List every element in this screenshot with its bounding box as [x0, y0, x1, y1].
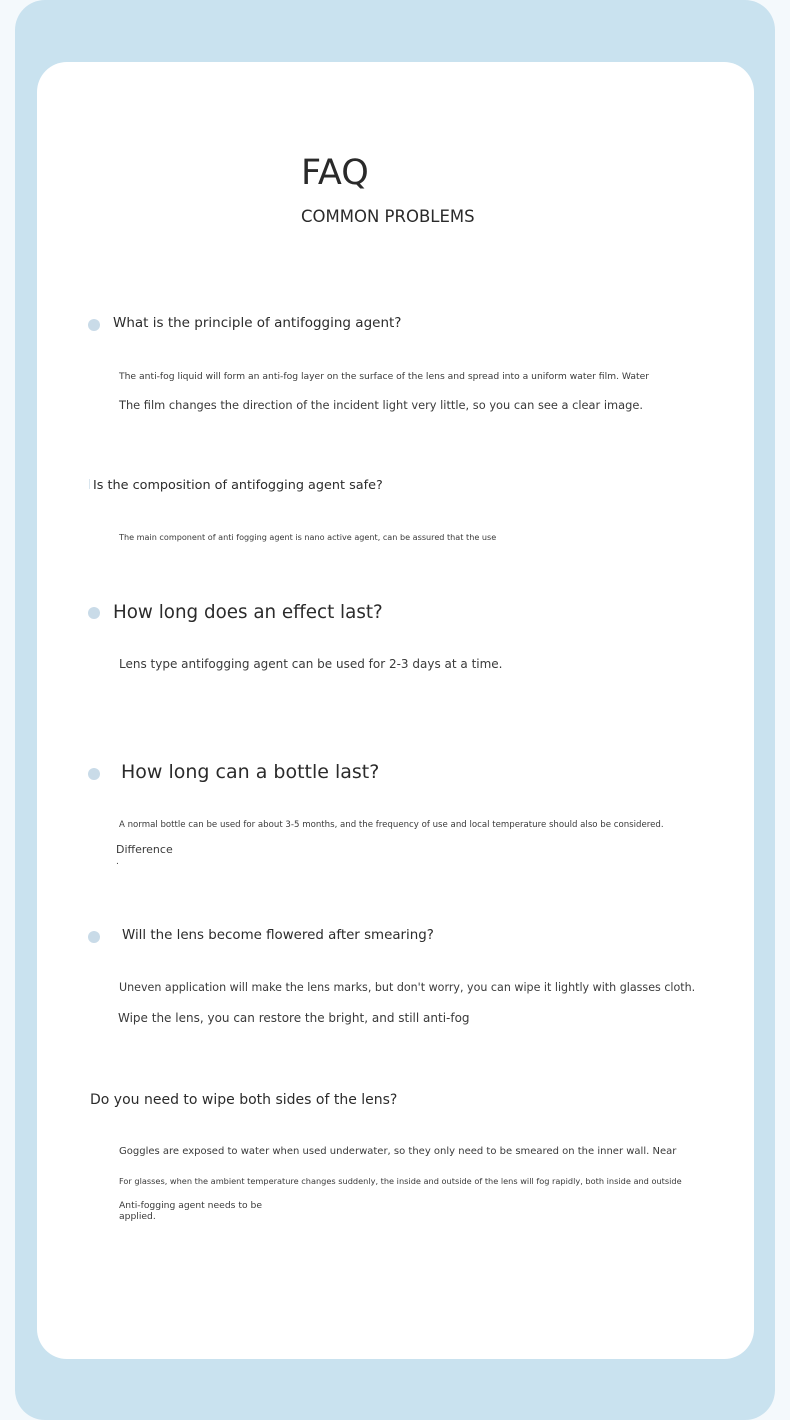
faq-2-question: Is the composition of antifogging agent safe?: [93, 478, 383, 493]
faq-2-marker: [89, 479, 90, 489]
faq-6-answer-line-3: Anti-fogging agent needs to be: [119, 1200, 262, 1211]
faq-4-answer-line-1: A normal bottle can be used for about 3-5 months, and the frequency of use and local temperature should also be considered.: [119, 820, 664, 830]
faq-3-question: How long does an effect last?: [113, 602, 383, 623]
faq-3-bullet-icon: [88, 607, 100, 619]
faq-6-answer-line-1: Goggles are exposed to water when used underwater, so they only need to be smeared on the inner wall. Near: [119, 1146, 677, 1157]
faq-4-answer-line-3: .: [116, 857, 119, 867]
faq-card: [37, 62, 754, 1359]
faq-1-answer-line-1: The anti-fog liquid will form an anti-fog layer on the surface of the lens and spread into a uniform water film. Water: [119, 371, 650, 382]
faq-5-question: Will the lens become flowered after smearing?: [122, 928, 434, 943]
faq-3-answer-line-1: Lens type antifogging agent can be used for 2-3 days at a time.: [119, 657, 503, 671]
faq-4-answer-line-2: Difference: [116, 843, 173, 856]
faq-1-question: What is the principle of antifogging agent?: [113, 315, 402, 331]
faq-5-answer-line-1: Uneven application will make the lens marks, but don't worry, you can wipe it lightly with glasses cloth.: [119, 981, 696, 994]
page-subtitle: COMMON PROBLEMS: [301, 207, 475, 226]
faq-2-answer-line-1: The main component of anti fogging agent is nano active agent, can be assured that the use: [119, 532, 497, 542]
faq-5-bullet-icon: [88, 931, 100, 943]
faq-4-bullet-icon: [88, 768, 100, 780]
faq-6-answer-line-2: For glasses, when the ambient temperature changes suddenly, the inside and outside of the lens will fog rapidly, both inside and outside: [119, 1176, 682, 1186]
faq-1-answer-line-2: The film changes the direction of the incident light very little, so you can see a clear image.: [119, 398, 643, 412]
faq-5-answer-line-2: Wipe the lens, you can restore the bright, and still anti-fog: [118, 1011, 470, 1025]
page-title: FAQ: [301, 153, 369, 193]
faq-1-bullet-icon: [88, 319, 100, 331]
faq-6-answer-line-4: applied.: [119, 1211, 156, 1222]
faq-6-question: Do you need to wipe both sides of the lens?: [90, 1092, 398, 1108]
faq-4-question: How long can a bottle last?: [121, 761, 380, 783]
